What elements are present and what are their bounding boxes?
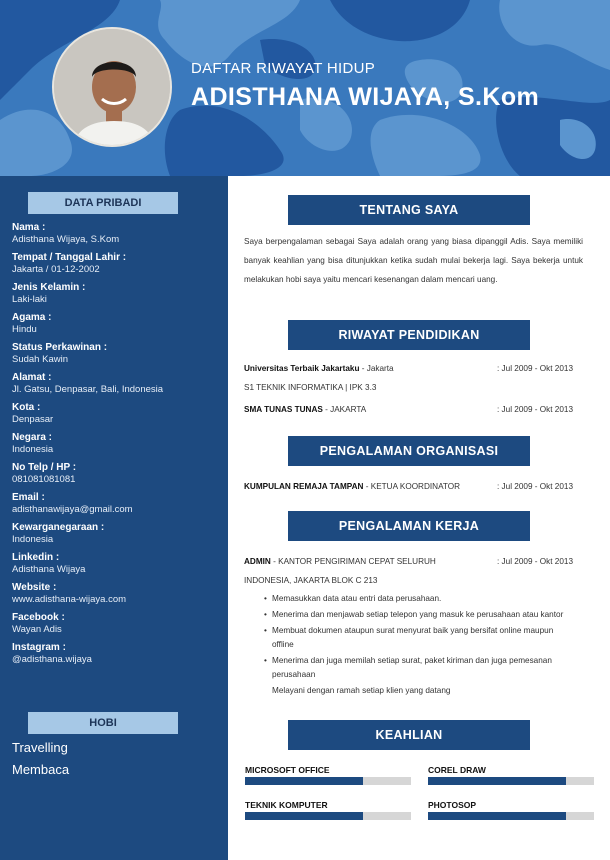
personal-label: Agama : [12,312,52,323]
skill-fill [245,812,363,820]
document-title: DAFTAR RIWAYAT HIDUP [191,60,376,77]
skill-name: COREL DRAW [428,765,486,775]
personal-value: Sudah Kawin [12,354,68,365]
personal-label: Nama : [12,222,46,233]
duty-text: Menerima dan juga memilah setiap surat, paket kiriman dan juga pemesanan perusahaan [272,656,552,679]
duty-item [264,592,572,606]
header-banner [0,0,610,176]
personal-label: Email : [12,492,45,503]
organization-entry [244,481,584,493]
personal-label: Kota : [12,402,41,413]
organization-detail: - KETUA KOORDINATOR [363,482,461,491]
personal-value: Indonesia [12,534,54,545]
skill-name: MICROSOFT OFFICE [245,765,330,775]
organization-name: KUMPULAN REMAJA TAMPAN [244,482,364,491]
personal-item [12,222,222,252]
skill-name: PHOTOSOP [428,800,477,810]
personal-item [12,492,222,522]
personal-item [12,432,222,462]
person-name: ADISTHANA WIJAYA, S.Kom [191,83,540,111]
bullet-icon: • [264,610,267,619]
about-heading: TENTANG SAYA [288,195,530,225]
personal-item [12,582,222,612]
education-date: : Jul 2009 - Okt 2013 [497,405,574,414]
about-text: Saya berpengalaman sebagai Saya adalah orang yang biasa dipanggil Adis. Saya memiliki banyak keahlian yang bisa ditunjukkan ketika sudah mulai bekerja lagi. Saya bekerja untuk melakukan hobi saya yaitu mencari kesenangan dalam mencari uang. [244,237,583,284]
bullet-icon: • [264,656,267,665]
hobby-item: Travelling [12,740,68,755]
skills-heading: KEAHLIAN [288,720,530,750]
school-detail: - JAKARTA [322,405,367,414]
personal-value: Wayan Adis [12,624,62,635]
personal-label: Facebook : [12,612,65,623]
skill-bar [428,812,594,820]
personal-label: Jenis Kelamin : [12,282,86,293]
education-degree: S1 TEKNIK INFORMATIKA | IPK 3.3 [244,383,377,392]
personal-value: adisthanawijaya@gmail.com [12,504,133,515]
work-duties [264,592,572,698]
skill-bar [245,812,411,820]
person-icon [54,29,172,147]
personal-item [12,312,222,342]
personal-item [12,402,222,432]
duty-extra: Melayani dengan ramah setiap klien yang datang [272,686,451,695]
education-entry [244,363,584,375]
skill-fill [428,812,566,820]
personal-data-heading: DATA PRIBADI [28,192,178,214]
education-date: : Jul 2009 - Okt 2013 [497,364,574,373]
profile-photo [52,27,172,147]
personal-item [12,462,222,492]
personal-item [12,522,222,552]
personal-item [12,282,222,312]
skill-bar [245,777,411,785]
work-detail: - KANTOR PENGIRIMAN CEPAT SELURUH [270,557,436,566]
personal-value: Denpasar [12,414,54,425]
hobby-list [12,737,69,781]
personal-label: Alamat : [12,372,52,383]
duty-item [264,608,572,622]
personal-item [12,612,222,642]
organization-date: : Jul 2009 - Okt 2013 [497,482,574,491]
skill-bar [428,777,594,785]
skill-fill [428,777,566,785]
bullet-icon: • [264,594,267,603]
duty-item [264,654,572,682]
bullet-icon: • [264,626,267,635]
skill-fill [245,777,363,785]
personal-value: Jl. Gatsu, Denpasar, Bali, Indonesia [12,384,164,395]
main-content [228,176,610,860]
personal-data-list [12,222,222,672]
personal-value: @adisthana.wijaya [12,654,92,665]
personal-value: Adisthana Wijaya [12,564,86,575]
personal-item [12,342,222,372]
work-role: ADMIN [244,557,271,566]
school-name: Universitas Terbaik Jakartaku [244,364,360,373]
work-heading: PENGALAMAN KERJA [288,511,530,541]
duty-item [264,624,572,652]
personal-item [12,372,222,402]
personal-label: Kewarganegaraan : [12,522,105,533]
personal-label: No Telp / HP : [12,462,77,473]
duty-text: Memasukkan data atau entri data perusahaan. [272,594,442,603]
personal-value: 081081081081 [12,474,76,485]
duty-text: Membuat dokumen ataupun surat menyurat baik yang bersifat online maupun offline [272,626,554,649]
personal-label: Negara : [12,432,53,443]
personal-item [12,252,222,282]
personal-label: Tempat / Tanggal Lahir : [12,252,127,263]
work-entry [244,556,584,568]
hobby-item: Membaca [12,762,70,777]
personal-value: www.adisthana-wijaya.com [12,594,127,605]
school-detail: - Jakarta [359,364,394,373]
personal-item [12,642,222,672]
personal-item [12,552,222,582]
personal-value: Adisthana Wijaya, S.Kom [12,234,120,245]
personal-label: Status Perkawinan : [12,342,108,353]
personal-value: Laki-laki [12,294,47,305]
personal-label: Linkedin : [12,552,60,563]
school-name: SMA TUNAS TUNAS [244,405,323,414]
skill-name: TEKNIK KOMPUTER [245,800,328,810]
sidebar [0,176,228,860]
personal-value: Jakarta / 01-12-2002 [12,264,100,275]
personal-label: Website : [12,582,57,593]
work-date: : Jul 2009 - Okt 2013 [497,557,574,566]
personal-label: Instagram : [12,642,66,653]
education-entry [244,404,584,416]
education-heading: RIWAYAT PENDIDIKAN [288,320,530,350]
personal-value: Hindu [12,324,37,335]
work-location: INDONESIA, JAKARTA BLOK C 213 [244,576,378,585]
personal-value: Indonesia [12,444,54,455]
organization-heading: PENGALAMAN ORGANISASI [288,436,530,466]
duty-text: Menerima dan menjawab setiap telepon yang masuk ke perusahaan atau kantor [272,610,564,619]
hobby-heading: HOBI [28,712,178,734]
